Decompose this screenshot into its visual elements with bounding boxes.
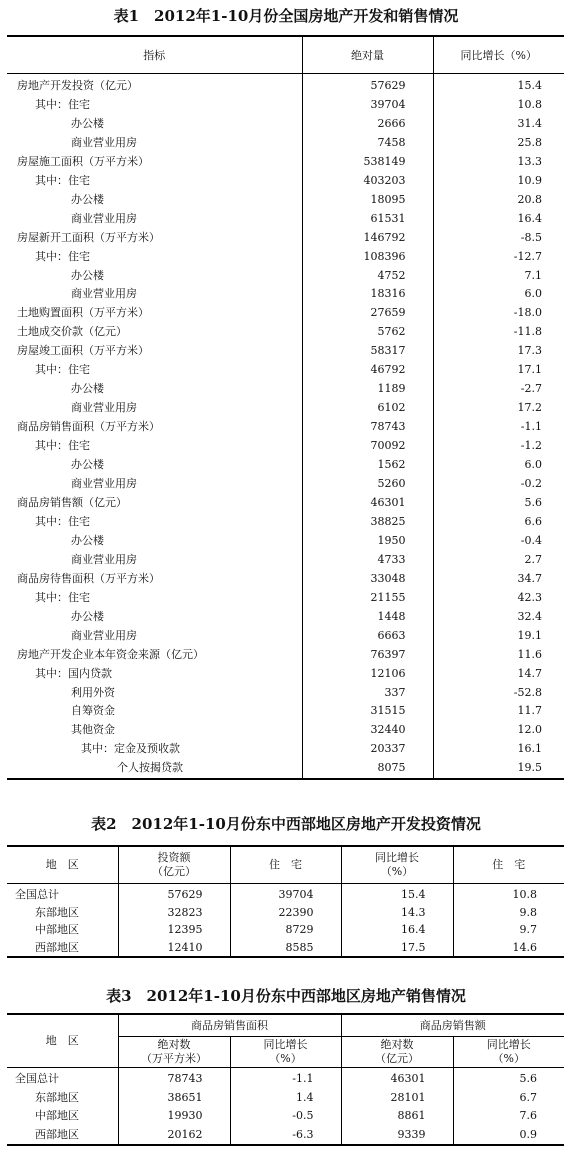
- table-row: [7, 418, 564, 437]
- row-growth-value: -1.2: [433, 437, 564, 456]
- table1-caption: 表1 2012年1-10月份全国房地产开发和销售情况: [113, 7, 459, 25]
- row-sales-area-growth: -0.5: [230, 1107, 341, 1126]
- table-row: [7, 172, 564, 191]
- row-absolute-value: 70092: [302, 437, 433, 456]
- table-row: [7, 229, 564, 248]
- table-row: [7, 665, 564, 684]
- table2: [7, 845, 564, 958]
- row-growth-value: 32.4: [433, 608, 564, 627]
- row-label: 商业营业用房: [71, 211, 137, 225]
- row-growth-value: 31.4: [433, 115, 564, 134]
- col-header-indicator: 指标: [7, 36, 302, 74]
- row-region: 东部地区: [35, 1090, 79, 1104]
- row-label: 办公楼: [71, 458, 104, 472]
- row-growth: 14.3: [341, 904, 453, 922]
- table-row: [7, 532, 564, 551]
- table-row: [7, 323, 564, 342]
- row-label: 商业营业用房: [71, 401, 137, 415]
- table-row: [7, 437, 564, 456]
- table-row: [7, 285, 564, 304]
- table2-body: [7, 884, 564, 958]
- row-growth-value: 10.8: [433, 96, 564, 115]
- col-header-area-growth-unit: （%）: [269, 1052, 302, 1065]
- row-absolute-value: 46792: [302, 361, 433, 380]
- row-growth-value: 19.1: [433, 627, 564, 646]
- row-label: 房地产开发投资（亿元）: [17, 79, 138, 92]
- row-sales-area-growth: 1.4: [230, 1089, 341, 1108]
- col-header-amount-unit: （亿元）: [375, 1052, 419, 1065]
- table3-caption: 表3 2012年1-10月份东中西部地区房地产销售情况: [106, 987, 466, 1005]
- row-absolute-value: 108396: [302, 248, 433, 267]
- row-label: 商品房销售额（亿元）: [17, 495, 127, 509]
- row-growth-value: -12.7: [433, 248, 564, 267]
- col-header-area-abs: [118, 1037, 230, 1068]
- row-label: 土地成交价款（亿元）: [17, 325, 127, 339]
- col-header-growth-unit: （%）: [380, 865, 414, 878]
- row-label: 其中：住宅: [35, 439, 90, 453]
- col-header-residential: 住 宅: [230, 846, 341, 884]
- table-row: [7, 475, 564, 494]
- table-row: [7, 210, 564, 229]
- table-row: [7, 904, 564, 922]
- row-label: 商业营业用房: [71, 552, 137, 566]
- col-header-region: 地 区: [7, 1014, 118, 1068]
- row-growth-value: 10.9: [433, 172, 564, 191]
- row-label: 其中：住宅: [35, 249, 90, 263]
- row-sales-area: 20162: [118, 1126, 230, 1146]
- row-growth-value: -1.1: [433, 418, 564, 437]
- row-absolute-value: 403203: [302, 172, 433, 191]
- row-growth-value: -18.0: [433, 304, 564, 323]
- row-investment: 12395: [118, 921, 230, 939]
- table-row: [7, 248, 564, 267]
- row-absolute-value: 5260: [302, 475, 433, 494]
- table-row: [7, 1126, 564, 1146]
- row-growth-residential: 14.6: [453, 939, 564, 958]
- row-absolute-value: 18095: [302, 191, 433, 210]
- table-row: [7, 921, 564, 939]
- table1-body: [7, 74, 564, 780]
- row-label: 办公楼: [71, 268, 104, 282]
- row-absolute-value: 78743: [302, 418, 433, 437]
- table-row: [7, 456, 564, 475]
- table-row: [7, 494, 564, 513]
- row-residential: 39704: [230, 884, 341, 904]
- row-growth-value: 34.7: [433, 570, 564, 589]
- table-row: [7, 513, 564, 532]
- row-label: 办公楼: [71, 609, 104, 623]
- row-label: 商品房待售面积（万平方米）: [17, 571, 160, 585]
- table3-header-row-1: [7, 1014, 564, 1037]
- row-absolute-value: 18316: [302, 285, 433, 304]
- row-label: 其中：定金及预收款: [81, 742, 180, 756]
- col-header-area-growth: [230, 1037, 341, 1068]
- row-label: 其他资金: [71, 723, 115, 737]
- row-label: 房屋施工面积（万平方米）: [17, 154, 149, 168]
- row-absolute-value: 12106: [302, 665, 433, 684]
- table1-header-row: [7, 36, 564, 74]
- table-row: [7, 304, 564, 323]
- row-growth-value: 7.1: [433, 267, 564, 286]
- table-row: [7, 361, 564, 380]
- row-absolute-value: 337: [302, 684, 433, 703]
- row-label: 房地产开发企业本年资金来源（亿元）: [17, 647, 204, 661]
- row-absolute-value: 39704: [302, 96, 433, 115]
- row-label: 商业营业用房: [71, 477, 137, 491]
- row-label: 房屋新开工面积（万平方米）: [17, 230, 160, 244]
- row-growth-value: 17.1: [433, 361, 564, 380]
- row-growth-value: 15.4: [433, 74, 564, 96]
- row-growth-residential: 9.7: [453, 921, 564, 939]
- row-region: 全国总计: [15, 1072, 59, 1085]
- table-row: [7, 342, 564, 361]
- row-absolute-value: 32440: [302, 721, 433, 740]
- row-growth-value: 6.6: [433, 513, 564, 532]
- row-label: 其中：住宅: [35, 363, 90, 377]
- row-growth: 17.5: [341, 939, 453, 958]
- row-growth-value: 2.7: [433, 551, 564, 570]
- row-label: 商业营业用房: [71, 628, 137, 642]
- row-absolute-value: 146792: [302, 229, 433, 248]
- row-label: 办公楼: [71, 192, 104, 206]
- row-growth-value: 11.7: [433, 702, 564, 721]
- row-sales-amount: 8861: [341, 1107, 453, 1126]
- col-header-amount-growth: [453, 1037, 564, 1068]
- table1: [7, 35, 564, 780]
- table-row: [7, 115, 564, 134]
- row-absolute-value: 20337: [302, 740, 433, 759]
- row-growth-value: -0.2: [433, 475, 564, 494]
- table-row: [7, 153, 564, 172]
- col-header-amount-growth-unit: （%）: [492, 1052, 525, 1065]
- col-header-growth-label: 同比增长: [375, 851, 419, 864]
- col-header-amount-abs: [341, 1037, 453, 1068]
- row-label: 其中：住宅: [35, 514, 90, 528]
- row-growth-value: -0.4: [433, 532, 564, 551]
- col-group-sales-amount: 商品房销售额: [341, 1014, 564, 1037]
- row-growth-value: 16.4: [433, 210, 564, 229]
- table-row: [7, 884, 564, 904]
- row-sales-amount-growth: 7.6: [453, 1107, 564, 1126]
- row-absolute-value: 538149: [302, 153, 433, 172]
- row-absolute-value: 7458: [302, 134, 433, 153]
- row-growth-value: 6.0: [433, 456, 564, 475]
- row-growth-residential: 10.8: [453, 884, 564, 904]
- row-absolute-value: 4752: [302, 267, 433, 286]
- row-absolute-value: 6663: [302, 627, 433, 646]
- row-growth-value: 42.3: [433, 589, 564, 608]
- table-row: [7, 939, 564, 958]
- row-label: 房屋竣工面积（万平方米）: [17, 344, 149, 358]
- row-investment: 12410: [118, 939, 230, 958]
- row-region: 全国总计: [15, 888, 59, 901]
- col-header-growth: 同比增长（%）: [433, 36, 564, 74]
- row-sales-amount: 28101: [341, 1089, 453, 1108]
- table-row: [7, 702, 564, 721]
- col-header-investment-unit: （亿元）: [152, 865, 196, 878]
- table-row: [7, 380, 564, 399]
- row-sales-area-growth: -1.1: [230, 1068, 341, 1089]
- table-row: [7, 684, 564, 703]
- row-label: 商业营业用房: [71, 135, 137, 149]
- row-investment: 32823: [118, 904, 230, 922]
- table-row: [7, 721, 564, 740]
- row-label: 其中：住宅: [35, 97, 90, 111]
- col-header-investment-label: 投资额: [157, 851, 191, 864]
- col-header-region: 地 区: [7, 846, 118, 884]
- row-absolute-value: 61531: [302, 210, 433, 229]
- row-residential: 8729: [230, 921, 341, 939]
- col-header-growth: [341, 846, 453, 884]
- table-row: [7, 551, 564, 570]
- row-growth-value: 12.0: [433, 721, 564, 740]
- col-header-amount-growth-label: 同比增长: [486, 1038, 531, 1051]
- row-growth-value: 13.3: [433, 153, 564, 172]
- row-label: 办公楼: [71, 533, 104, 547]
- row-sales-area-growth: -6.3: [230, 1126, 341, 1146]
- row-growth-value: 20.8: [433, 191, 564, 210]
- row-absolute-value: 33048: [302, 570, 433, 589]
- row-label: 办公楼: [71, 116, 104, 130]
- row-region: 中部地区: [35, 1109, 79, 1122]
- table-row: [7, 134, 564, 153]
- table-row: [7, 646, 564, 665]
- row-absolute-value: 1189: [302, 380, 433, 399]
- table-row: [7, 570, 564, 589]
- row-growth-value: 17.3: [433, 342, 564, 361]
- col-header-growth-residential: 住 宅: [453, 846, 564, 884]
- row-growth: 16.4: [341, 921, 453, 939]
- row-absolute-value: 21155: [302, 589, 433, 608]
- row-sales-area: 78743: [118, 1068, 230, 1089]
- row-sales-amount: 46301: [341, 1068, 453, 1089]
- col-header-area-unit: （万平方米）: [141, 1052, 207, 1065]
- col-header-absolute: 绝对量: [302, 36, 433, 74]
- row-sales-area: 19930: [118, 1107, 230, 1126]
- table-row: [7, 267, 564, 286]
- table-row: [7, 191, 564, 210]
- col-group-sales-area: 商品房销售面积: [118, 1014, 341, 1037]
- row-sales-amount: 9339: [341, 1126, 453, 1146]
- row-investment: 57629: [118, 884, 230, 904]
- col-header-amount-abs-label: 绝对数: [380, 1038, 414, 1051]
- row-absolute-value: 58317: [302, 342, 433, 361]
- row-growth-residential: 9.8: [453, 904, 564, 922]
- col-header-area-growth-label: 同比增长: [263, 1038, 308, 1051]
- row-residential: 22390: [230, 904, 341, 922]
- row-residential: 8585: [230, 939, 341, 958]
- row-label: 利用外资: [71, 685, 115, 699]
- row-absolute-value: 76397: [302, 646, 433, 665]
- row-absolute-value: 4733: [302, 551, 433, 570]
- table3: [7, 1013, 564, 1146]
- col-header-area-abs-label: 绝对数: [157, 1038, 191, 1051]
- row-label: 自筹资金: [71, 704, 115, 718]
- row-growth: 15.4: [341, 884, 453, 904]
- table2-header-row: [7, 846, 564, 884]
- row-absolute-value: 6102: [302, 399, 433, 418]
- table-row: [7, 759, 564, 779]
- row-growth-value: 6.0: [433, 285, 564, 304]
- row-growth-value: 19.5: [433, 759, 564, 779]
- table-row: [7, 1068, 564, 1089]
- row-label: 商品房销售面积（万平方米）: [17, 420, 160, 434]
- row-region: 西部地区: [35, 1127, 79, 1141]
- table3-body: [7, 1068, 564, 1146]
- row-absolute-value: 8075: [302, 759, 433, 779]
- row-growth-value: -52.8: [433, 684, 564, 703]
- row-label: 其中：住宅: [35, 590, 90, 604]
- row-label: 其中：国内贷款: [35, 666, 112, 680]
- row-sales-area: 38651: [118, 1089, 230, 1108]
- row-absolute-value: 57629: [302, 74, 433, 96]
- row-label: 办公楼: [71, 382, 104, 396]
- row-growth-value: 17.2: [433, 399, 564, 418]
- row-absolute-value: 5762: [302, 323, 433, 342]
- row-label: 个人按揭贷款: [117, 761, 183, 775]
- row-region: 西部地区: [35, 940, 79, 954]
- row-sales-amount-growth: 6.7: [453, 1089, 564, 1108]
- row-sales-amount-growth: 5.6: [453, 1068, 564, 1089]
- row-growth-value: -8.5: [433, 229, 564, 248]
- row-absolute-value: 46301: [302, 494, 433, 513]
- row-growth-value: 5.6: [433, 494, 564, 513]
- row-absolute-value: 1562: [302, 456, 433, 475]
- row-label: 其中：住宅: [35, 173, 90, 187]
- table-row: [7, 627, 564, 646]
- row-absolute-value: 2666: [302, 115, 433, 134]
- row-region: 中部地区: [35, 923, 79, 936]
- row-absolute-value: 31515: [302, 702, 433, 721]
- row-absolute-value: 1448: [302, 608, 433, 627]
- row-growth-value: 14.7: [433, 665, 564, 684]
- table-row: [7, 589, 564, 608]
- table-row: [7, 96, 564, 115]
- row-growth-value: 25.8: [433, 134, 564, 153]
- row-sales-amount-growth: 0.9: [453, 1126, 564, 1146]
- row-label: 商业营业用房: [71, 287, 137, 301]
- row-growth-value: 16.1: [433, 740, 564, 759]
- row-growth-value: -11.8: [433, 323, 564, 342]
- table2-caption: 表2 2012年1-10月份东中西部地区房地产开发投资情况: [91, 815, 481, 833]
- row-region: 东部地区: [35, 905, 79, 919]
- row-absolute-value: 1950: [302, 532, 433, 551]
- table-row: [7, 740, 564, 759]
- table-row: [7, 1089, 564, 1108]
- table-row: [7, 1107, 564, 1126]
- col-header-investment: [118, 846, 230, 884]
- row-label: 土地购置面积（万平方米）: [17, 306, 149, 320]
- row-absolute-value: 27659: [302, 304, 433, 323]
- row-growth-value: -2.7: [433, 380, 564, 399]
- row-absolute-value: 38825: [302, 513, 433, 532]
- row-growth-value: 11.6: [433, 646, 564, 665]
- table-row: [7, 399, 564, 418]
- table-row: [7, 608, 564, 627]
- table-row: [7, 74, 564, 96]
